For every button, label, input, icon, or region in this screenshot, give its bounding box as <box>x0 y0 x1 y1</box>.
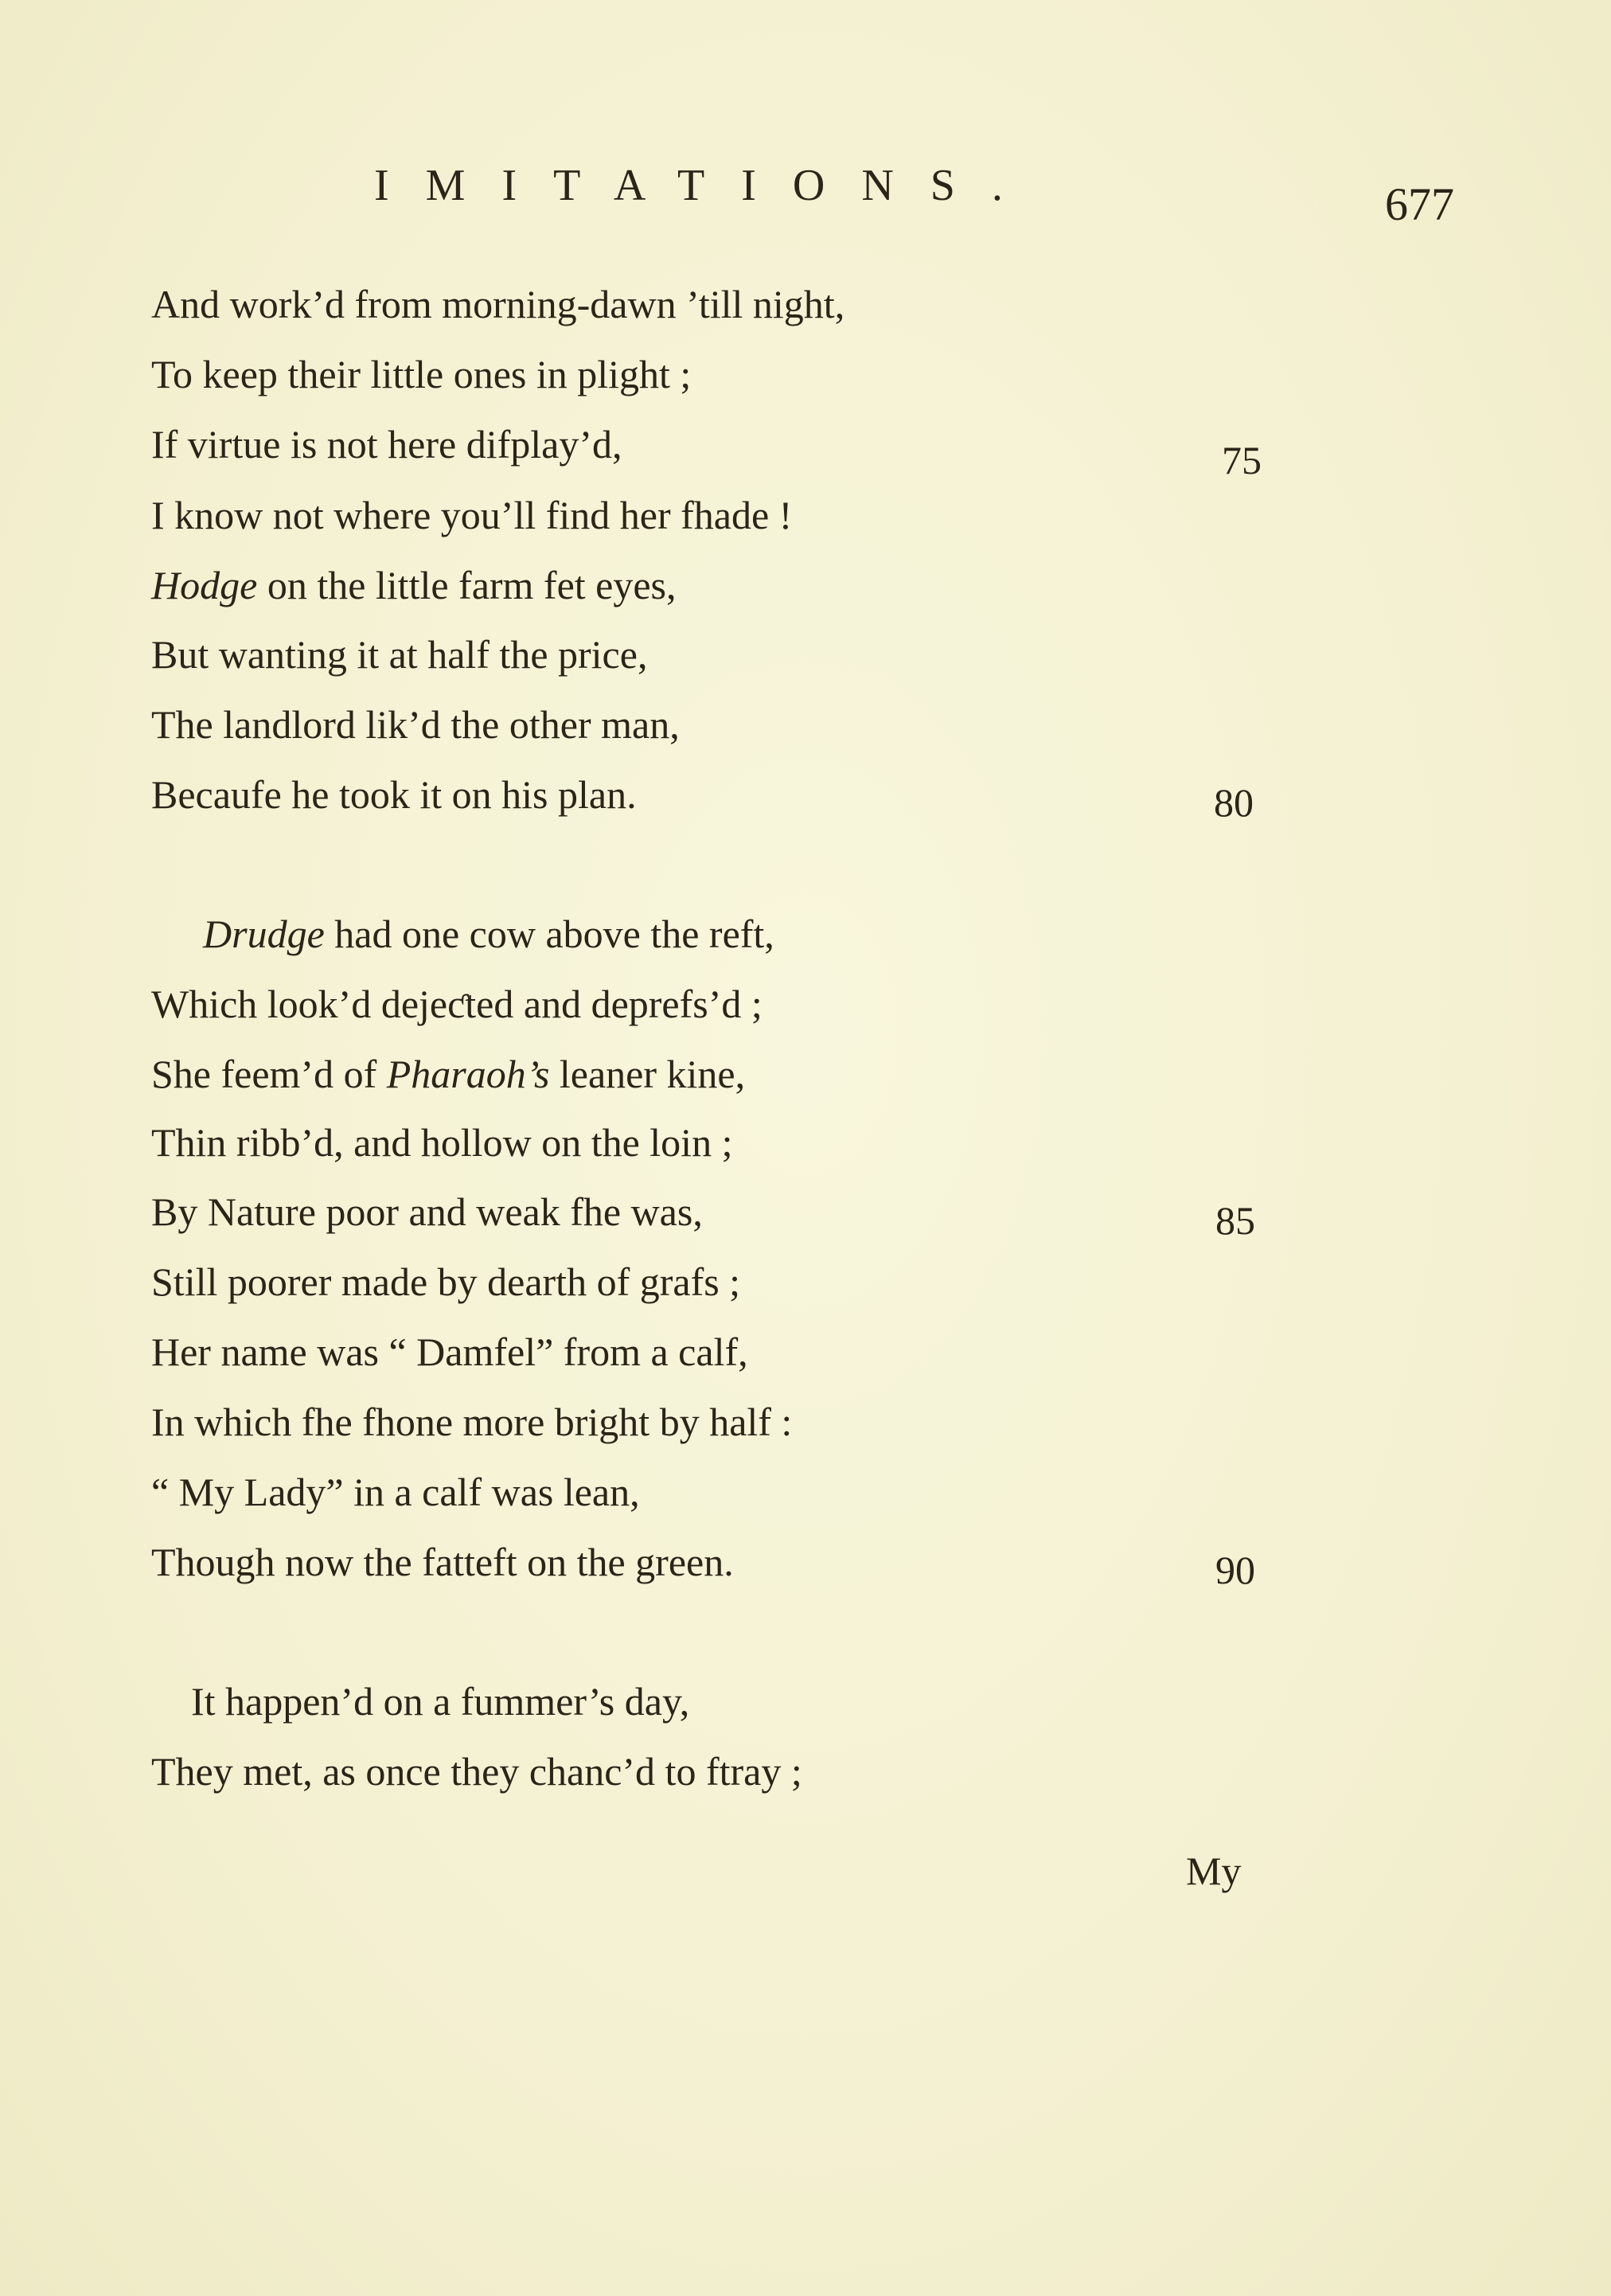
verse-line <box>151 565 677 605</box>
italic-name: Hodge <box>151 563 258 607</box>
verse-line: Still poorer made by dearth of grafs ; <box>151 1259 741 1304</box>
running-head: IMITATIONS. <box>374 161 1040 210</box>
line-number: 85 <box>1215 1198 1255 1243</box>
line-number: 80 <box>1214 780 1254 825</box>
verse-line: The landlord lik’d the other man, <box>151 702 680 747</box>
verse-line: Which look’d dejeƈted and deprefs’d ; <box>151 982 763 1026</box>
verse-text: leaner kine, <box>549 1052 746 1096</box>
verse-text: She feem’d of <box>151 1052 387 1096</box>
verse-line: “ My Lady” in a calf was lean, <box>151 1470 640 1514</box>
catchword: My <box>1186 1849 1242 1893</box>
verse-line <box>203 914 774 954</box>
italic-name: Pharaoh’s <box>386 1052 550 1096</box>
verse-line: Her name was “ Damfel” from a calf, <box>151 1330 748 1374</box>
verse-line <box>151 1054 745 1094</box>
verse-text: had one cow above the reft, <box>324 912 774 956</box>
line-number: 90 <box>1215 1548 1255 1592</box>
verse-line: They met, as once they chanc’d to ftray ; <box>151 1749 802 1794</box>
verse-line: Becaufe he took it on his plan. <box>151 772 637 817</box>
verse-line: Thin ribb’d, and hollow on the loin ; <box>151 1120 733 1165</box>
line-number: 75 <box>1222 438 1262 482</box>
page-number: 677 <box>1385 178 1454 230</box>
verse-line: But wanting it at half the price, <box>151 632 648 677</box>
verse-line: And work’d from morning-dawn ’till night, <box>151 282 845 326</box>
verse-text: on the little farm fet eyes, <box>257 563 677 607</box>
verse-line: Though now the fatteft on the green. <box>151 1540 734 1584</box>
verse-line: I know not where you’ll find her fhade ! <box>151 493 793 537</box>
verse-line: In which fhe fhone more bright by half : <box>151 1400 793 1444</box>
verse-line: It happen’d on a fummer’s day, <box>191 1679 690 1724</box>
verse-line: If virtue is not here difplay’d, <box>151 422 622 467</box>
verse-line: To keep their little ones in plight ; <box>151 352 692 396</box>
italic-name: Drudge <box>203 912 325 956</box>
verse-line: By Nature poor and weak fhe was, <box>151 1189 703 1234</box>
